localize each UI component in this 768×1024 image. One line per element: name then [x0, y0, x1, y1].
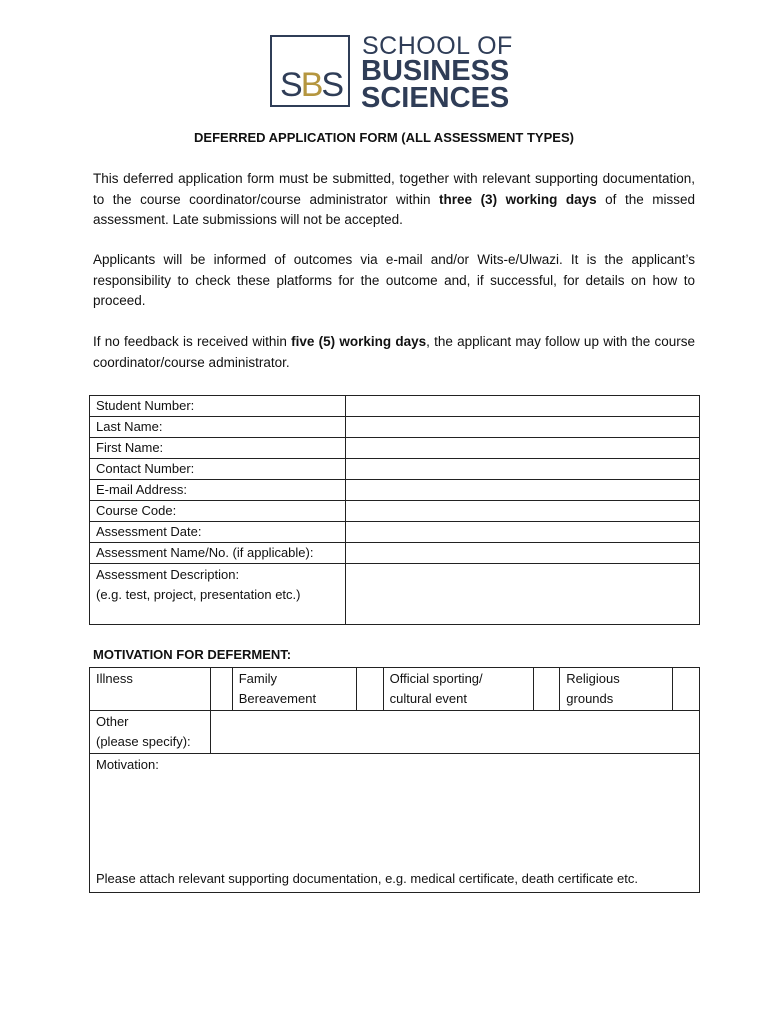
motivation-heading: MOTIVATION FOR DEFERMENT: [93, 647, 292, 662]
student-number-label: Student Number: [90, 396, 346, 417]
other-specify-field[interactable] [211, 711, 700, 754]
motivation-field[interactable] [90, 754, 700, 893]
student-number-field[interactable] [346, 396, 700, 417]
table-row [90, 459, 700, 480]
instructions-paragraph-2: Applicants will be informed of outcomes via e-mail and/or Wits-e/Ulwazi. It is the applicant’s responsibility to check these platforms for the outcome and, if successful, for details on how to proceed. [93, 252, 695, 308]
logo-line-1: SCHOOL OF [362, 32, 513, 60]
logo-line-3: SCIENCES [361, 82, 510, 114]
last-name-label: Last Name: [90, 417, 346, 438]
motivation-label: Motivation: [96, 757, 159, 772]
table-row [90, 543, 700, 564]
option-religious-label: Religious grounds [560, 668, 673, 711]
attach-documentation-note: Please attach relevant supporting documentation, e.g. medical certificate, death certificate etc. [96, 871, 638, 886]
assessment-description-label: Assessment Description: (e.g. test, project, presentation etc.) [90, 564, 346, 625]
contact-number-field[interactable] [346, 459, 700, 480]
table-row [90, 480, 700, 501]
logo-monogram: SBS [280, 66, 343, 104]
option-sporting-label: Official sporting/ cultural event [383, 668, 533, 711]
table-row [90, 754, 700, 893]
logo-frame [270, 35, 350, 107]
instructions-paragraph-3: If no feedback is received within five (5) working days, the applicant may follow up with the course coordinator/course administrator. [93, 334, 695, 370]
assessment-name-field[interactable] [346, 543, 700, 564]
school-logo [270, 32, 520, 114]
table-row [90, 417, 700, 438]
assessment-date-label: Assessment Date: [90, 522, 346, 543]
email-field[interactable] [346, 480, 700, 501]
email-label: E-mail Address: [90, 480, 346, 501]
course-code-label: Course Code: [90, 501, 346, 522]
option-illness-label: Illness [90, 668, 211, 711]
illness-checkbox[interactable] [211, 668, 233, 711]
table-row [90, 438, 700, 459]
religious-checkbox[interactable] [673, 668, 700, 711]
first-name-label: First Name: [90, 438, 346, 459]
assessment-description-field[interactable] [346, 564, 700, 625]
sporting-checkbox[interactable] [533, 668, 560, 711]
contact-number-label: Contact Number: [90, 459, 346, 480]
instructions-paragraph-1: This deferred application form must be submitted, together with relevant supporting documentation, to the course coordinator/course administrator within three (3) working days of the missed assessment. Late submissions will not be accepted. [93, 171, 695, 227]
first-name-field[interactable] [346, 438, 700, 459]
student-details-table [89, 395, 700, 625]
table-row [90, 564, 700, 625]
logo-line-2: BUSINESS [361, 55, 510, 87]
course-code-field[interactable] [346, 501, 700, 522]
last-name-field[interactable] [346, 417, 700, 438]
table-row [90, 396, 700, 417]
bereavement-checkbox[interactable] [356, 668, 383, 711]
assessment-name-label: Assessment Name/No. (if applicable): [90, 543, 346, 564]
table-row [90, 522, 700, 543]
other-label: Other (please specify): [90, 711, 211, 754]
table-row [90, 668, 700, 711]
table-row [90, 501, 700, 522]
assessment-date-field[interactable] [346, 522, 700, 543]
option-bereavement-label: Family Bereavement [232, 668, 356, 711]
form-title: DEFERRED APPLICATION FORM (ALL ASSESSMENT TYPES) [194, 130, 574, 145]
motivation-table [89, 667, 700, 893]
table-row [90, 711, 700, 754]
